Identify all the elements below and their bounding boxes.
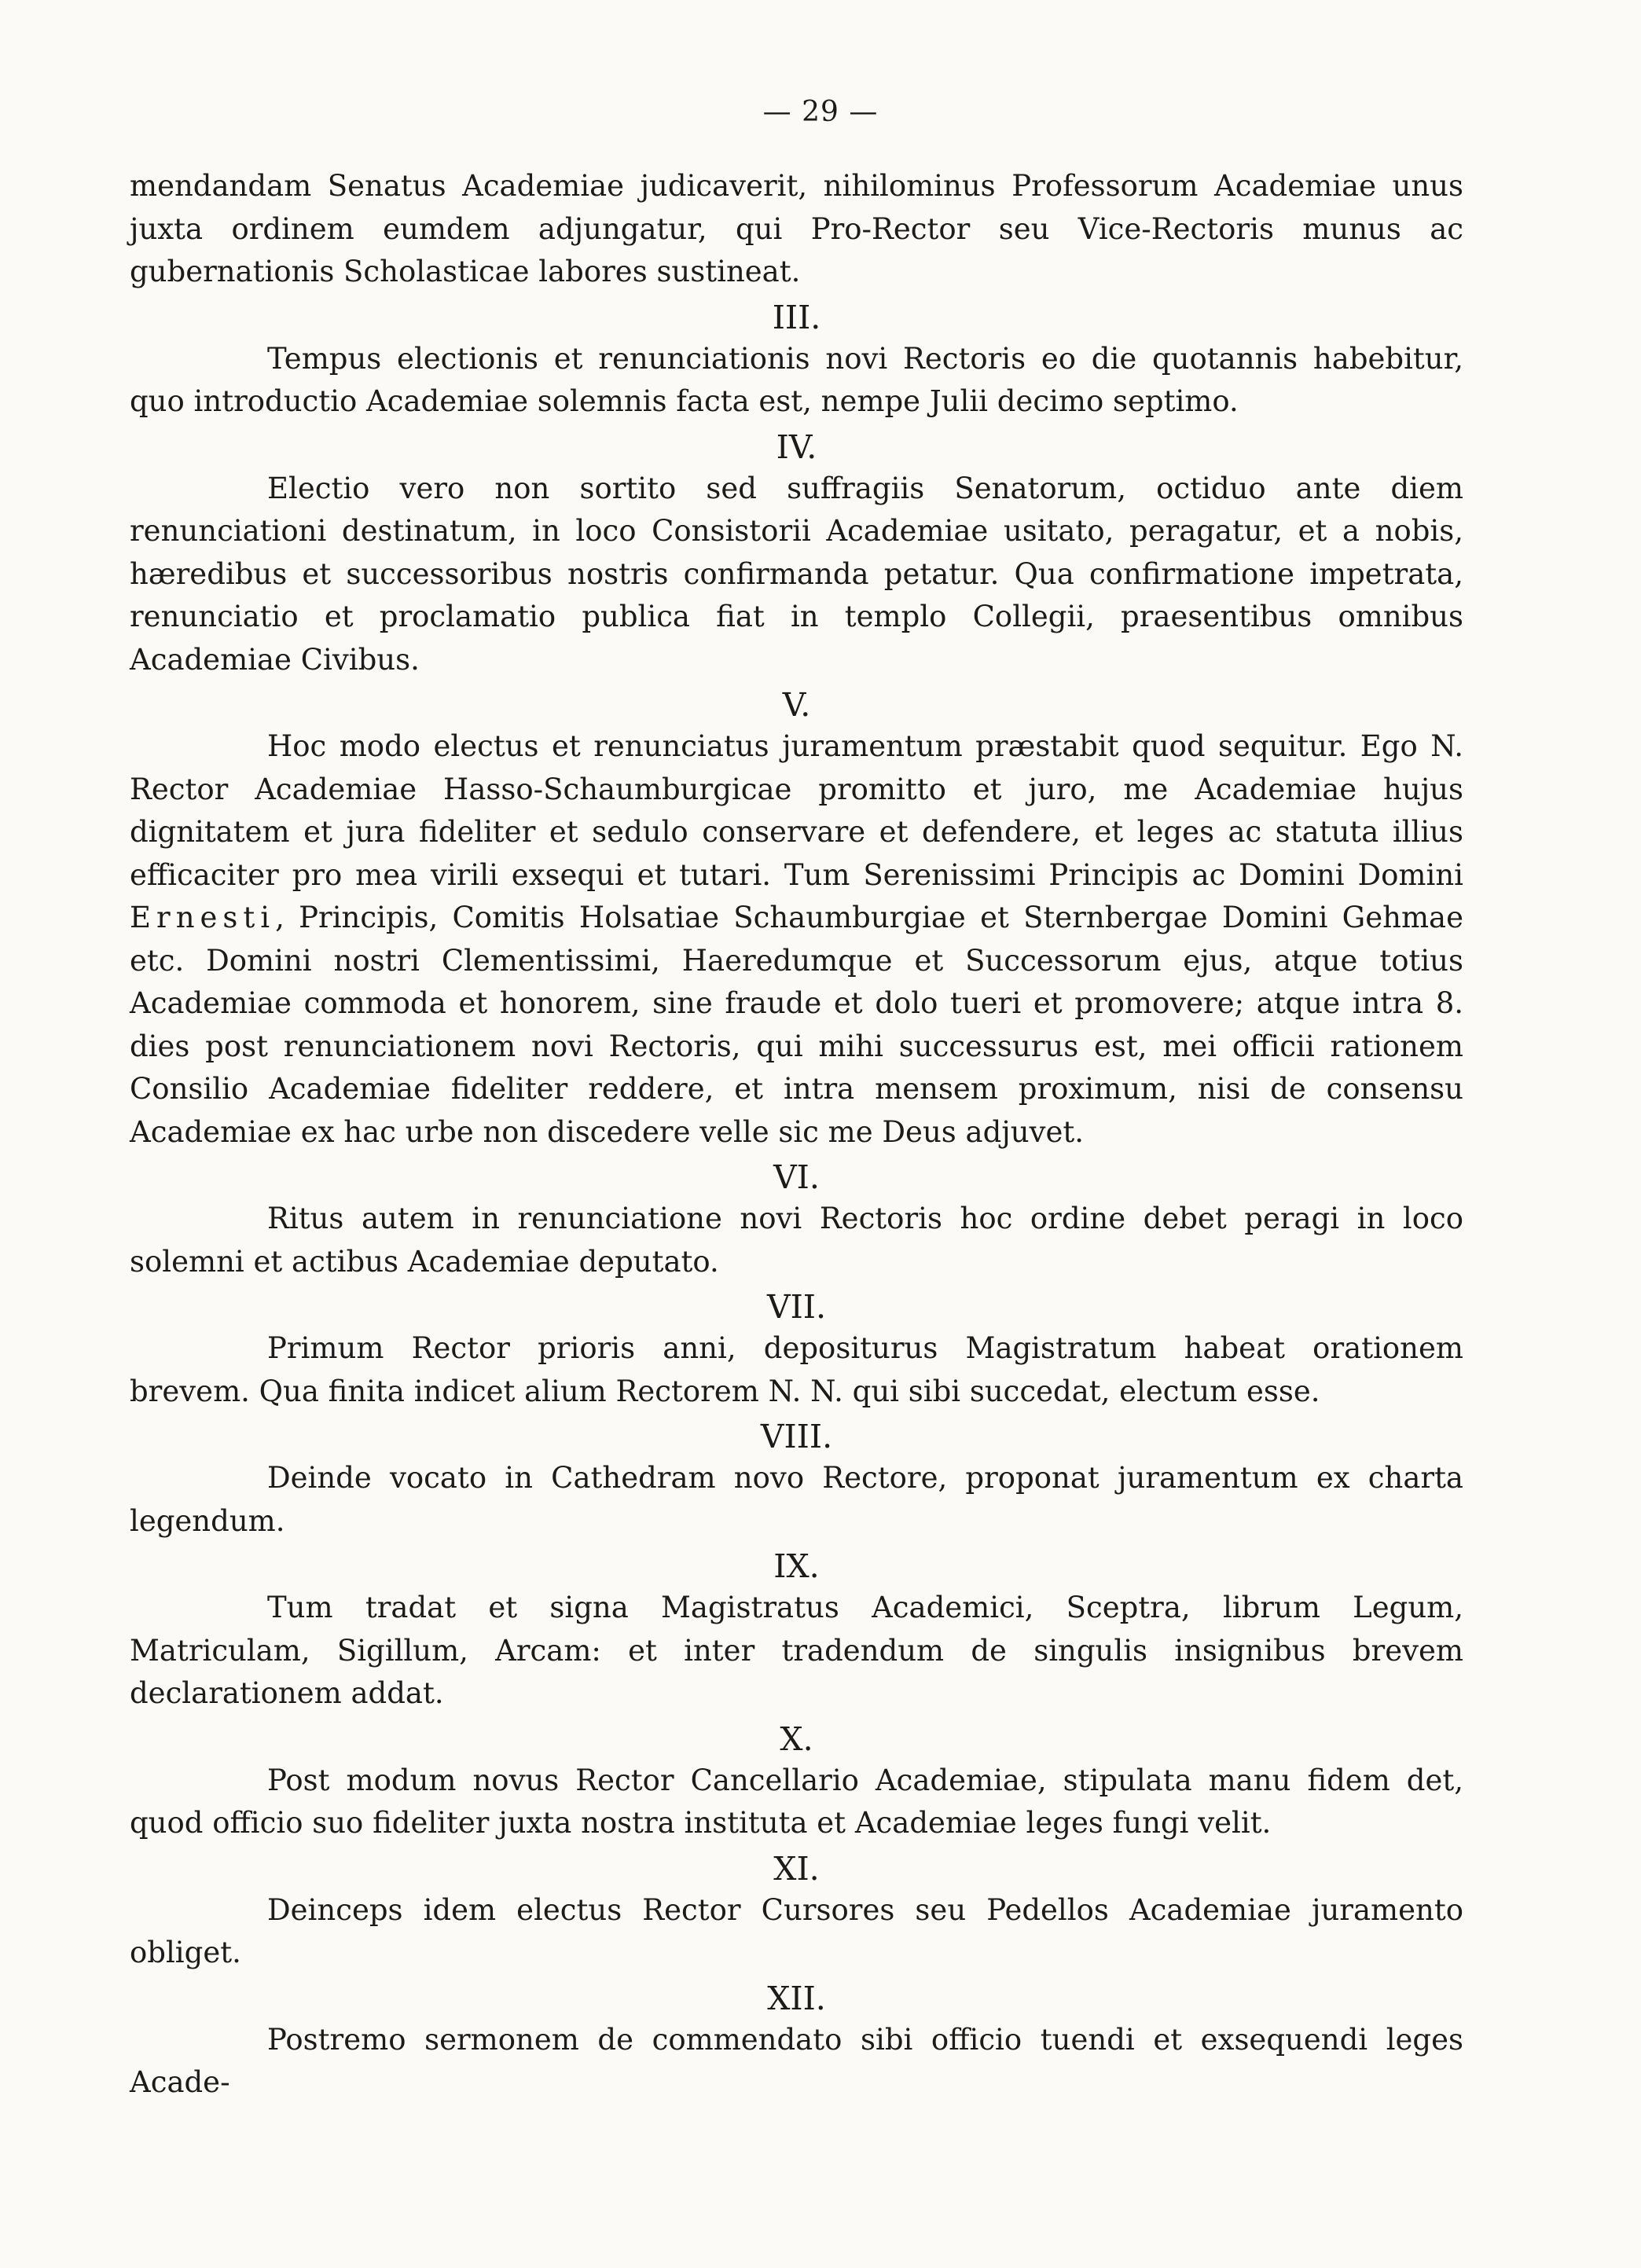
section-paragraph-vii: Primum Rector prioris anni, depositurus Magistratum habeat orationem brevem. Qua finita indicet alium Rectorem N. N. qui sibi succedat, electum esse. xyxy=(130,1331,1463,1408)
section-paragraph-x: Post modum novus Rector Cancellario Academiae, stipulata manu fidem det, quod officio suo fideliter juxta nostra instituta et Academiae leges fungi velit. xyxy=(130,1763,1463,1840)
section-number-viii: VIII. xyxy=(760,1418,833,1455)
section-number-x: X. xyxy=(780,1719,813,1758)
section-number-vi: VI. xyxy=(773,1158,820,1196)
page-number: — 29 — xyxy=(762,96,879,128)
section-number-ix: IX. xyxy=(773,1547,820,1585)
section-paragraph-iii: Tempus electionis et renunciationis novi Rectoris eo die quotannis habebitur, quo introductio Academiae solemnis facta est, nempe Julii decimo septimo. xyxy=(130,341,1463,418)
section-paragraph-v xyxy=(130,725,1463,1154)
section-number-xi: XI. xyxy=(773,1849,820,1888)
section-number-vii: VII. xyxy=(766,1288,827,1326)
body-text xyxy=(130,165,1463,2105)
oath-text-end: , Principis, Comitis Holsatiae Schaumburgiae et Sternbergae Domini Gehmae etc. Domini nostri Clementissimi, Haeredumque et Successorum ejus, atque totius Academiae commoda et honorem, sine fraude et dolo tueri et promovere; atque intra 8. dies post renunciationem novi Rectoris, qui mihi successurus est, mei officii rationem Consilio Academiae fideliter reddere, et intra mensem proximum, nisi de consensu Academiae ex hac urbe non discedere velle sic me Deus adjuvet. xyxy=(130,901,1463,1149)
section-number-iii: III. xyxy=(772,298,821,336)
section-number-v: V. xyxy=(782,686,811,724)
section-paragraph-viii: Deinde vocato in Cathedram novo Rectore, proponat juramentum ex charta legendum. xyxy=(130,1461,1463,1538)
section-number-iv: IV. xyxy=(776,428,817,466)
section-paragraph-xi: Deinceps idem electus Rector Cursores seu Pedellos Academiae juramento obliget. xyxy=(130,1892,1463,1969)
section-number-xii: XII. xyxy=(767,1979,826,2017)
prince-name: Ernesti xyxy=(130,901,276,934)
section-paragraph-ix: Tum tradat et signa Magistratus Academici, Sceptra, librum Legum, Matriculam, Sigillum, Arcam: et inter tradendum de singulis insignibus brevem declarationem addat. xyxy=(130,1591,1463,1710)
intro-paragraph: mendandam Senatus Academiae judicaverit, nihilominus Professorum Academiae unus juxta ordinem eumdem adjungatur, qui Pro-Rector seu Vice-Rectoris munus ac gubernationis Scholasticae labores sustineat. xyxy=(130,169,1463,288)
section-paragraph-vi: Ritus autem in renunciatione novi Rectoris hoc ordine debet peragi in loco solemni et actibus Academiae deputato. xyxy=(130,1202,1463,1279)
oath-text-start: Hoc modo electus et renunciatus juramentum præstabit quod sequitur. Ego N. Rector Academiae Hasso-Schaumburgicae promitto et juro, me Academiae hujus dignitatem et jura fideliter et sedulo conservare et defendere, et leges ac statuta illius efficaciter pro mea virili exsequi et tutari. Tum Serenissimi Principis ac Domini Domini xyxy=(130,729,1463,892)
section-paragraph-xii: Postremo sermonem de commendato sibi officio tuendi et exsequendi leges Acade- xyxy=(130,2022,1463,2099)
section-paragraph-iv: Electio vero non sortito sed suffragiis Senatorum, octiduo ante diem renunciationi destinatum, in loco Consistorii Academiae usitato, peragatur, et a nobis, hæredibus et successoribus nostris confirmanda petatur. Qua confirmatione impetrata, renunciatio et proclamatio publica fiat in templo Collegii, praesentibus omnibus Academiae Civibus. xyxy=(130,471,1463,677)
